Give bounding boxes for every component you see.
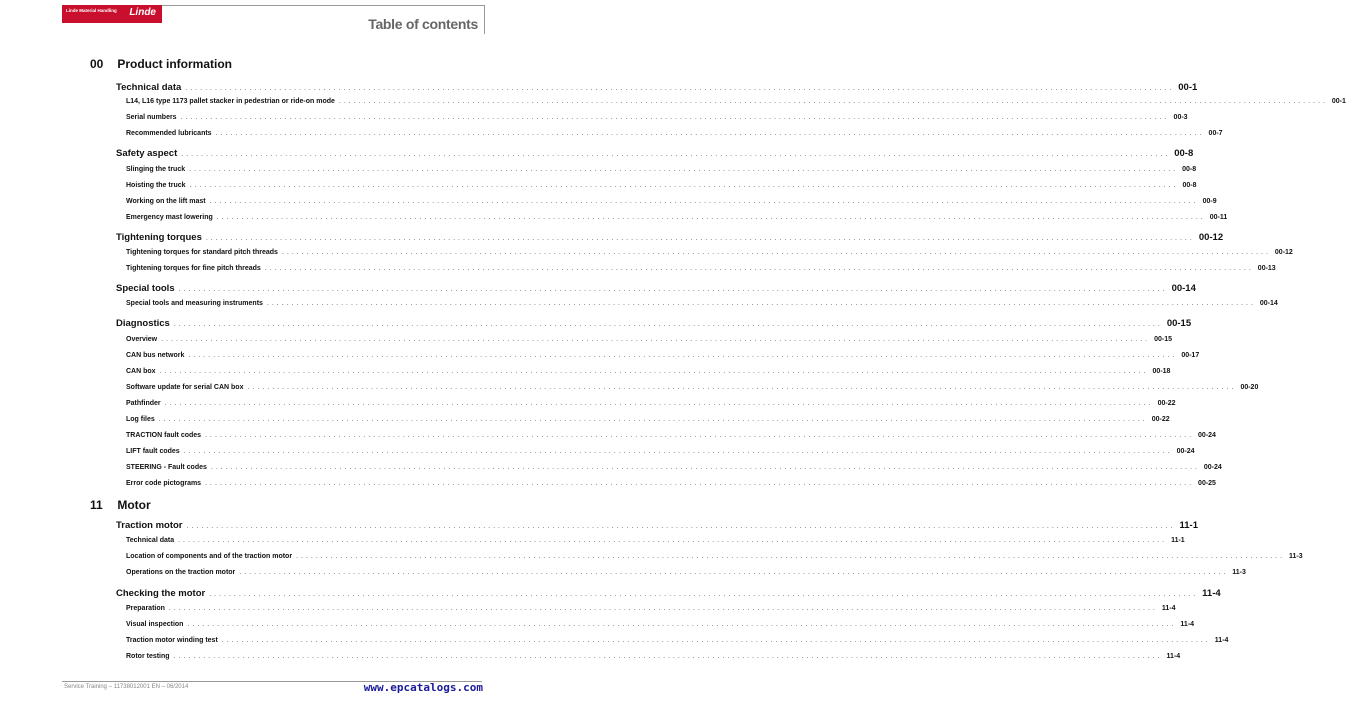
toc-entry-label: STEERING - Fault codes bbox=[126, 464, 207, 471]
toc-sub-entry[interactable] bbox=[126, 130, 1223, 137]
toc-chapter-entry[interactable] bbox=[116, 588, 1221, 599]
section-number: 11 bbox=[90, 498, 103, 512]
toc-leader-dots: ........................................................................................................................................................................................................ bbox=[215, 130, 1205, 137]
toc-entry-label: Diagnostics bbox=[116, 318, 170, 329]
toc-entry-label: Location of components and of the traction motor bbox=[126, 553, 293, 560]
toc-entry-page: 11-4 bbox=[1161, 605, 1176, 612]
toc-entry-label: Overview bbox=[126, 336, 158, 343]
toc-leader-dots: ........................................................................................................................................................................................................ bbox=[205, 480, 1195, 487]
toc-sub-entry[interactable] bbox=[126, 214, 1228, 221]
toc-entry-page: 00-18 bbox=[1152, 368, 1171, 375]
toc-leader-dots: ........................................................................................................................................................................................................ bbox=[187, 621, 1177, 628]
toc-entry-label: CAN bus network bbox=[126, 352, 185, 359]
toc-entry-page: 11-4 bbox=[1214, 637, 1229, 644]
toc-entry-page: 00-24 bbox=[1203, 464, 1222, 471]
toc-sub-entry[interactable] bbox=[126, 368, 1171, 375]
footer-text: Service Training – 11738012001 EN – 06/2014 bbox=[64, 684, 189, 690]
toc-entry-page: 00-14 bbox=[1259, 300, 1278, 307]
toc-leader-dots: ........................................................................................................................................................................................................ bbox=[209, 591, 1199, 598]
toc-leader-dots: ........................................................................................................................................................................................................ bbox=[180, 114, 1170, 121]
toc-entry-page: 00-1 bbox=[1178, 82, 1198, 93]
toc-sub-entry[interactable] bbox=[126, 336, 1173, 343]
toc-sub-entry[interactable] bbox=[126, 114, 1188, 121]
toc-entry-label: Serial numbers bbox=[126, 114, 177, 121]
toc-entry-page: 00-20 bbox=[1240, 384, 1259, 391]
toc-entry-page: 00-1 bbox=[1331, 98, 1346, 105]
section-title: Product information bbox=[117, 57, 233, 71]
toc-leader-dots: ........................................................................................................................................................................................................ bbox=[266, 300, 1256, 307]
toc-sub-entry[interactable] bbox=[126, 166, 1197, 173]
toc-chapter-entry[interactable] bbox=[116, 82, 1198, 93]
toc-entry-label: Traction motor winding test bbox=[126, 637, 218, 644]
toc-leader-dots: ........................................................................................................................................................................................................ bbox=[189, 182, 1179, 189]
toc-sub-entry[interactable] bbox=[126, 182, 1197, 189]
toc-leader-dots: ........................................................................................................................................................................................................ bbox=[158, 416, 1148, 423]
linde-logo bbox=[62, 5, 162, 23]
toc-entry-page: 00-8 bbox=[1174, 148, 1194, 159]
toc-entry-page: 00-13 bbox=[1257, 265, 1276, 272]
toc-leader-dots: ........................................................................................................................................................................................................ bbox=[221, 637, 1211, 644]
toc-entry-label: Technical data bbox=[116, 82, 182, 93]
toc-leader-dots: ........................................................................................................................................................................................................ bbox=[168, 605, 1158, 612]
toc-entry-page: 11-4 bbox=[1202, 588, 1221, 599]
toc-leader-dots: ........................................................................................................................................................................................................ bbox=[161, 336, 1151, 343]
toc-entry-page: 00-11 bbox=[1209, 214, 1228, 221]
toc-entry-label: LIFT fault codes bbox=[126, 448, 180, 455]
toc-entry-page: 00-8 bbox=[1182, 182, 1197, 189]
toc-entry-label: Software update for serial CAN box bbox=[126, 384, 244, 391]
toc-entry-page: 00-3 bbox=[1173, 114, 1188, 121]
toc-entry-page: 11-4 bbox=[1180, 621, 1195, 628]
toc-entry-label: Log files bbox=[126, 416, 155, 423]
toc-sub-entry[interactable] bbox=[126, 537, 1185, 544]
toc-sub-entry[interactable] bbox=[126, 653, 1181, 660]
toc-leader-dots: ........................................................................................................................................................................................................ bbox=[159, 368, 1149, 375]
toc-entry-page: 00-7 bbox=[1208, 130, 1223, 137]
toc-entry-label: TRACTION fault codes bbox=[126, 432, 202, 439]
toc-sub-entry[interactable] bbox=[126, 352, 1200, 359]
toc-sub-entry[interactable] bbox=[126, 448, 1195, 455]
toc-leader-dots: ........................................................................................................................................................................................................ bbox=[216, 214, 1206, 221]
toc-leader-dots: ........................................................................................................................................................................................................ bbox=[173, 321, 1163, 328]
toc-entry-label: Preparation bbox=[126, 605, 165, 612]
toc-entry-label: Technical data bbox=[126, 537, 175, 544]
toc-leader-dots: ........................................................................................................................................................................................................ bbox=[186, 523, 1176, 530]
toc-leader-dots: ........................................................................................................................................................................................................ bbox=[178, 537, 1168, 544]
toc-entry-label: Hoisting the truck bbox=[126, 182, 186, 189]
toc-entry-page: 00-12 bbox=[1274, 249, 1293, 256]
toc-sub-entry[interactable] bbox=[126, 464, 1222, 471]
toc-sub-entry[interactable] bbox=[126, 605, 1176, 612]
toc-leader-dots: ........................................................................................................................................................................................................ bbox=[173, 653, 1163, 660]
toc-entry-label: Safety aspect bbox=[116, 148, 178, 159]
header-bar bbox=[162, 5, 485, 34]
toc-entry-page: 00-22 bbox=[1151, 416, 1170, 423]
toc-sub-entry[interactable] bbox=[126, 98, 1346, 105]
toc-sub-entry[interactable] bbox=[126, 432, 1216, 439]
toc-entry-page: 00-9 bbox=[1202, 198, 1217, 205]
toc-sub-entry[interactable] bbox=[126, 553, 1303, 560]
toc-leader-dots: ........................................................................................................................................................................................................ bbox=[164, 400, 1154, 407]
toc-sub-entry[interactable] bbox=[126, 249, 1293, 256]
page-title: Table of contents bbox=[368, 16, 478, 32]
toc-sub-entry[interactable] bbox=[126, 384, 1259, 391]
toc-entry-label: Special tools and measuring instruments bbox=[126, 300, 263, 307]
toc-chapter-entry[interactable] bbox=[116, 232, 1224, 243]
toc-chapter-entry[interactable] bbox=[116, 318, 1192, 329]
toc-leader-dots: ........................................................................................................................................................................................................ bbox=[264, 265, 1254, 272]
toc-leader-dots: ........................................................................................................................................................................................................ bbox=[296, 553, 1286, 560]
toc-entry-label: Tightening torques for fine pitch threads bbox=[126, 265, 261, 272]
toc-entry-label: Slinging the truck bbox=[126, 166, 186, 173]
section-heading-11 bbox=[90, 498, 151, 512]
toc-entry-page: 00-17 bbox=[1181, 352, 1200, 359]
toc-entry-label: Operations on the traction motor bbox=[126, 569, 236, 576]
toc-entry-label: L14, L16 type 1173 pallet stacker in pedestrian or ride-on mode bbox=[126, 98, 335, 105]
toc-entry-page: 00-12 bbox=[1198, 232, 1224, 243]
brand-name: Linde bbox=[129, 7, 156, 18]
toc-entry-page: 00-15 bbox=[1166, 318, 1192, 329]
toc-entry-label: Traction motor bbox=[116, 520, 183, 531]
toc-entry-label: Working on the lift mast bbox=[126, 198, 206, 205]
watermark-link[interactable]: www.epcatalogs.com bbox=[363, 681, 483, 694]
toc-sub-entry[interactable] bbox=[126, 416, 1170, 423]
toc-entry-page: 00-25 bbox=[1198, 480, 1216, 487]
toc-entry-label: Emergency mast lowering bbox=[126, 214, 213, 221]
toc-entry-label: Special tools bbox=[116, 283, 175, 294]
toc-entry-label: Checking the motor bbox=[116, 588, 206, 599]
brand-subtitle: Linde Material Handling bbox=[66, 8, 117, 13]
toc-sub-entry[interactable] bbox=[126, 265, 1276, 272]
toc-entry-page: 00-24 bbox=[1198, 432, 1216, 439]
toc-chapter-entry[interactable] bbox=[116, 520, 1198, 531]
toc-entry-label: Visual inspection bbox=[126, 621, 184, 628]
toc-sub-entry[interactable] bbox=[126, 300, 1278, 307]
toc-leader-dots: ........................................................................................................................................................................................................ bbox=[281, 249, 1271, 256]
toc-entry-label: Error code pictograms bbox=[126, 480, 202, 487]
toc-leader-dots: ........................................................................................................................................................................................................ bbox=[178, 286, 1168, 293]
toc-leader-dots: ........................................................................................................................................................................................................ bbox=[239, 569, 1229, 576]
toc-sub-entry[interactable] bbox=[126, 400, 1176, 407]
toc-entry-label: Pathfinder bbox=[126, 400, 161, 407]
toc-entry-page: 11-4 bbox=[1166, 653, 1181, 660]
toc-leader-dots: ........................................................................................................................................................................................................ bbox=[205, 432, 1195, 439]
section-title: Motor bbox=[117, 498, 151, 512]
toc-entry-label: Rotor testing bbox=[126, 653, 170, 660]
toc-entry-label: Tightening torques bbox=[116, 232, 202, 243]
toc-entry-page: 11-1 bbox=[1179, 520, 1198, 531]
toc-sub-entry[interactable] bbox=[126, 198, 1217, 205]
section-number: 00 bbox=[90, 57, 104, 71]
toc-leader-dots: ........................................................................................................................................................................................................ bbox=[210, 464, 1200, 471]
toc-entry-label: CAN box bbox=[126, 368, 156, 375]
toc-leader-dots: ........................................................................................................................................................................................................ bbox=[185, 85, 1175, 92]
toc-leader-dots: ........................................................................................................................................................................................................ bbox=[209, 198, 1199, 205]
toc-leader-dots: ........................................................................................................................................................................................................ bbox=[181, 151, 1171, 158]
toc-entry-page: 11-3 bbox=[1289, 553, 1303, 560]
toc-sub-entry[interactable] bbox=[126, 637, 1229, 644]
toc-leader-dots: ........................................................................................................................................................................................................ bbox=[247, 384, 1237, 391]
toc-chapter-entry[interactable] bbox=[116, 148, 1194, 159]
toc-leader-dots: ........................................................................................................................................................................................................ bbox=[338, 98, 1328, 105]
toc-leader-dots: ........................................................................................................................................................................................................ bbox=[183, 448, 1173, 455]
toc-sub-entry[interactable] bbox=[126, 480, 1216, 487]
toc-chapter-entry[interactable] bbox=[116, 283, 1196, 294]
toc-entry-label: Recommended lubricants bbox=[126, 130, 212, 137]
toc-sub-entry[interactable] bbox=[126, 621, 1195, 628]
toc-entry-page: 00-14 bbox=[1171, 283, 1196, 294]
toc-sub-entry[interactable] bbox=[126, 569, 1246, 576]
toc-entry-label: Tightening torques for standard pitch threads bbox=[126, 249, 278, 256]
toc-entry-page: 00-15 bbox=[1154, 336, 1173, 343]
toc-entry-page: 00-22 bbox=[1157, 400, 1176, 407]
toc-leader-dots: ........................................................................................................................................................................................................ bbox=[188, 352, 1178, 359]
toc-entry-page: 11-1 bbox=[1171, 537, 1185, 544]
toc-entry-page: 00-8 bbox=[1182, 166, 1197, 173]
toc-leader-dots: ........................................................................................................................................................................................................ bbox=[189, 166, 1179, 173]
toc-entry-page: 00-24 bbox=[1176, 448, 1195, 455]
toc-entry-page: 11-3 bbox=[1232, 569, 1246, 576]
section-heading-00 bbox=[90, 57, 232, 71]
toc-leader-dots: ........................................................................................................................................................................................................ bbox=[205, 235, 1195, 242]
